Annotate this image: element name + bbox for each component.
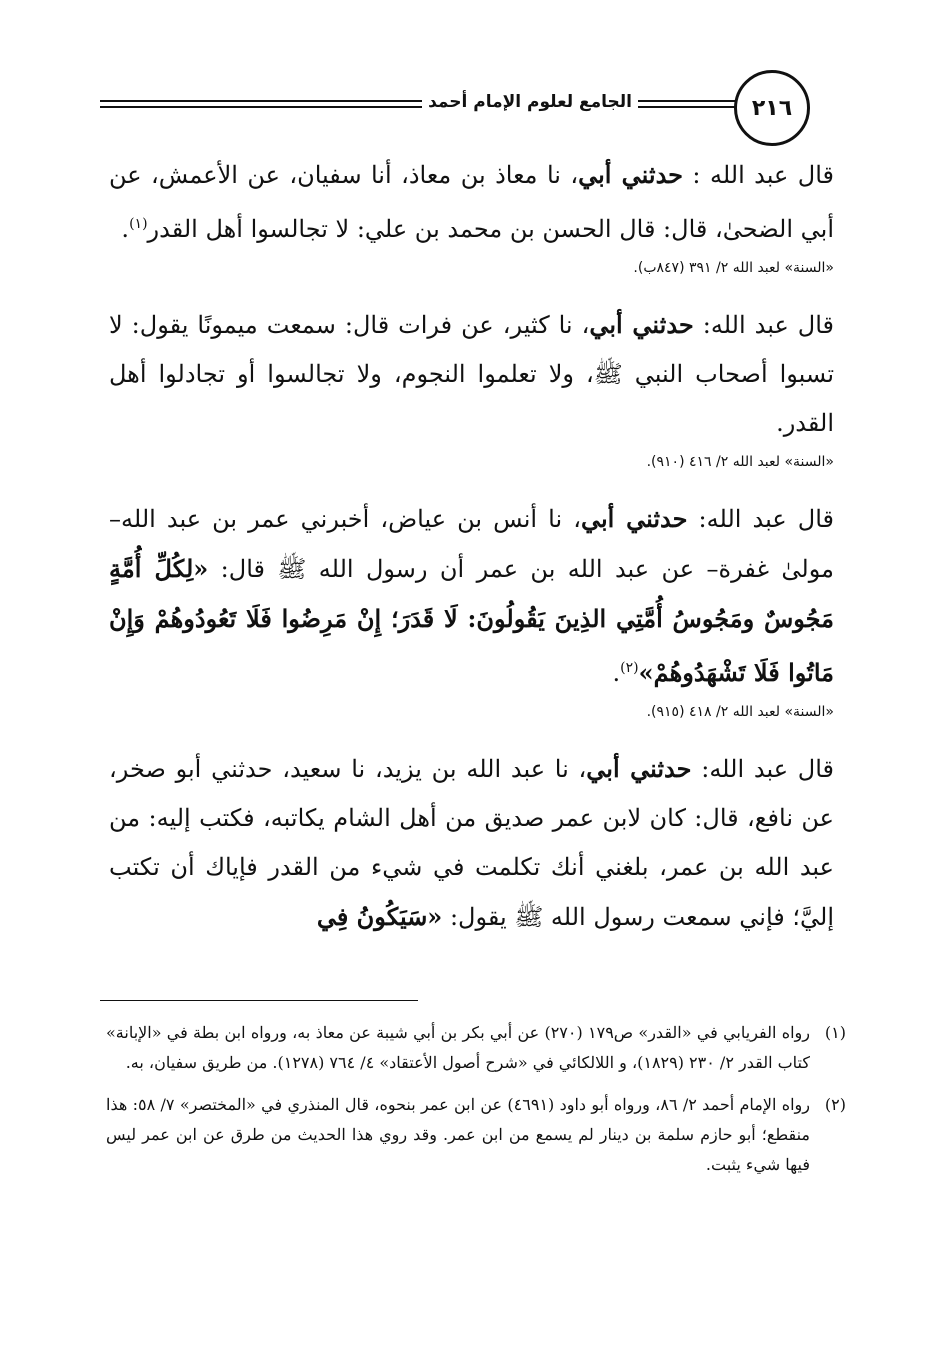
page-number-badge: [734, 70, 810, 146]
page-header: [100, 70, 840, 140]
narration-end: .: [612, 659, 621, 687]
footnotes: [106, 1018, 846, 1192]
narration-intro: قال عبد الله:: [687, 505, 834, 533]
main-text: [109, 150, 834, 942]
narration-chain-start: حدثني أبي: [589, 310, 694, 339]
footnote-number: (٢): [824, 1095, 846, 1114]
narration-intro: قال عبد الله:: [693, 311, 834, 339]
paragraph-3: [109, 494, 834, 698]
narration-intro: قال عبد الله:: [691, 755, 834, 783]
narration-chain-start: حدثني أبي: [578, 160, 683, 189]
paragraph-2: [109, 300, 834, 448]
page-number: ٢١٦: [751, 95, 793, 121]
footnote-1: [106, 1018, 846, 1078]
paragraph-1: [109, 150, 834, 254]
narration-chain-start: حدثني أبي: [580, 504, 688, 533]
hadith-quote: «سَيَكُونُ فِي: [316, 902, 443, 931]
narration-text: ، نا معاذ بن معاذ، أنا سفيان، عن الأعمش، عن أبي الضحىٰ، قال: قال الحسن بن محمد بن علي: لا تجالسوا أهل القدر: [109, 161, 834, 243]
narration-text: ، نا أنس بن عياض، أخبرني عمر بن عبد الله– مولىٰ غفرة– عن عبد الله بن عمر أن رسول الله ﷺ قال:: [109, 505, 834, 583]
footnote-divider: [100, 1000, 418, 1001]
source-citation: «السنة» لعبد الله ٢/ ٤١٨ (٩١٥).: [646, 704, 834, 720]
narration-end: .: [121, 215, 130, 243]
footnote-ref: (١): [129, 216, 148, 232]
footnote-text: رواه الإمام أحمد ٢/ ٨٦، ورواه أبو داود (٤٦٩١) عن ابن عمر بنحوه، قال المنذري في «المختصر» ٧/ ٥٨: هذا منقطع؛ أبو حازم سلمة بن دينار لم يسمع من ابن عمر. وقد روي هذا الحديث من طرق عن ابن عمر ليس فيها شيء يثبت.: [106, 1095, 810, 1174]
source-citation: «السنة» لعبد الله ٢/ ٣٩١ (٨٤٧ب).: [633, 260, 834, 276]
footnote-number: (١): [824, 1023, 846, 1042]
narration-text: ، نا عبد الله بن يزيد، نا سعيد، حدثني أبو صخر، عن نافع، قال: كان لابن عمر صديق من أهل الشام يكاتبه، فكتب إليه: من عبد الله بن عمر، بلغني أنك تكلمت في شيء من القدر فإياك أن تكتب إليَّ؛ فإني سمعت رسول الله ﷺ يقول:: [109, 755, 834, 931]
hadith-quote: «لِكُلِّ أُمَّةٍ مَجُوسٌ ومَجُوسُ أُمَّتِي الذِينَ يَقُولُونَ: لَا قَدَرَ؛ إِنْ مَرِضُوا فَلَا تَعُودُوهُمْ وَإِنْ مَاتُوا فَلَا تَشْهَدُوهُمْ»: [109, 554, 834, 687]
paragraph-4: [109, 744, 834, 942]
footnote-ref: (٢): [620, 660, 639, 676]
source-citation: «السنة» لعبد الله ٢/ ٤١٦ (٩١٠).: [646, 454, 834, 470]
footnote-text: رواه الفريابي في «القدر» ص١٧٩ (٢٧٠) عن أبي بكر بن أبي شيبة عن معاذ به، ورواه ابن بطة في «الإبانة» كتاب القدر ٢/ ٢٣٠ (١٨٢٩)، و اللالكائي في «شرح أصول الأعتقاد» ٤/ ٧٦٤ (١٢٧٨). من طريق سفيان، به.: [106, 1023, 811, 1072]
running-title: الجامع لعلوم الإمام أحمد: [422, 92, 638, 112]
footnote-2: [106, 1090, 846, 1180]
narration-text: ، نا كثير، عن فرات قال: سمعت ميمونًا يقول: لا تسبوا أصحاب النبي ﷺ، ولا تعلموا النجوم، ولا تجالسوا أو تجادلوا أهل القدر.: [109, 311, 834, 437]
narration-intro: قال عبد الله :: [683, 161, 834, 189]
narration-chain-start: حدثني أبي: [586, 754, 692, 783]
